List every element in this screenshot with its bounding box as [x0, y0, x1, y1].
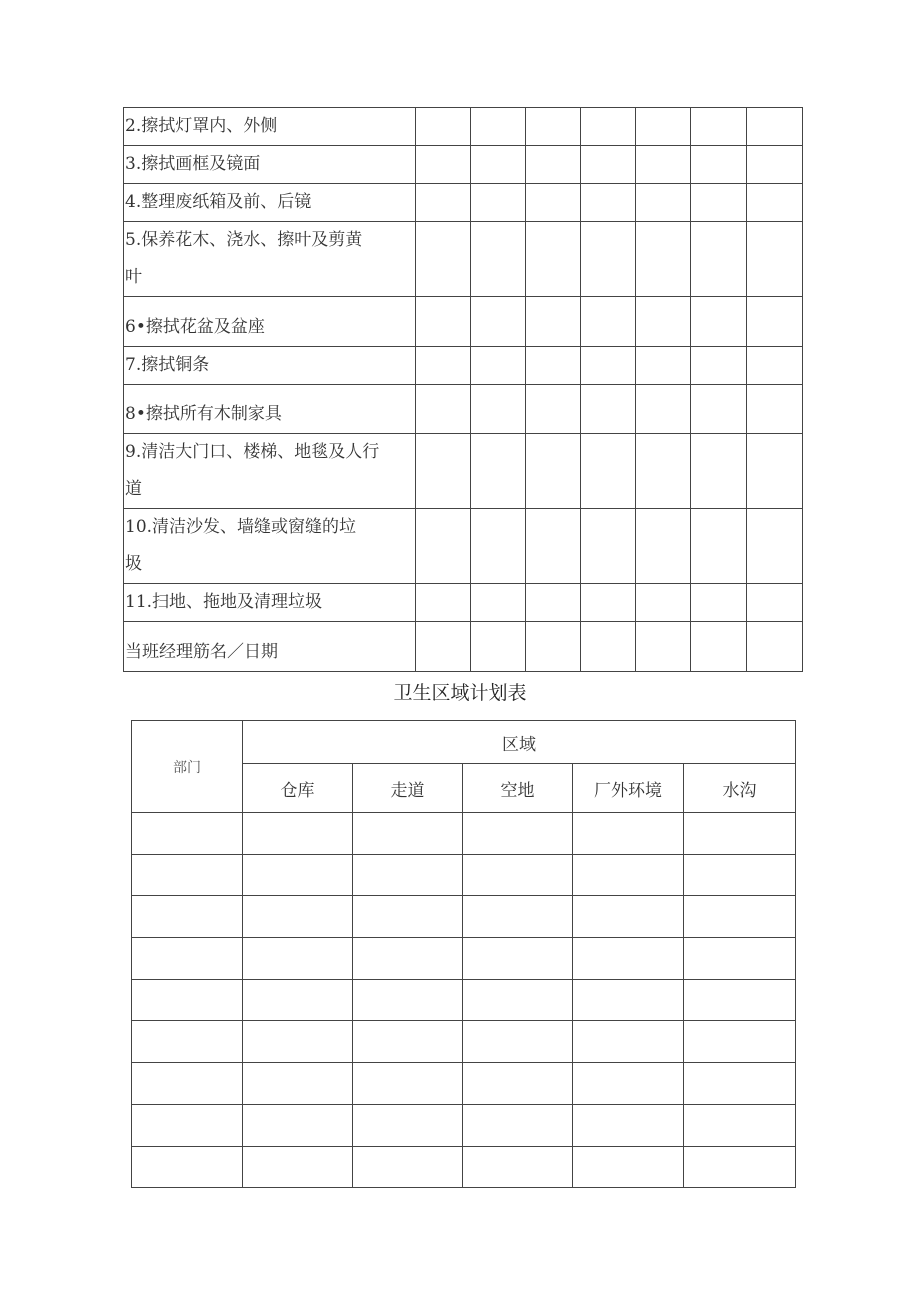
area-plan-table	[131, 720, 796, 1188]
area-cell[interactable]	[353, 854, 463, 896]
check-cell[interactable]	[471, 509, 526, 584]
check-cell[interactable]	[581, 108, 636, 146]
task-label-line: 6•擦拭花盆及盆座	[125, 317, 265, 337]
area-cell[interactable]	[684, 938, 796, 980]
check-cell[interactable]	[581, 622, 636, 672]
area-cell[interactable]	[573, 979, 684, 1021]
checklist-row	[124, 584, 803, 622]
check-cell[interactable]	[747, 297, 803, 347]
area-cell[interactable]	[463, 979, 573, 1021]
area-cell[interactable]	[573, 1104, 684, 1146]
checklist-row	[124, 509, 803, 584]
check-cell[interactable]	[416, 385, 471, 434]
area-cell[interactable]	[243, 1146, 353, 1188]
task-label	[124, 509, 416, 584]
task-label	[124, 184, 416, 222]
check-cell[interactable]	[471, 347, 526, 385]
checklist-row	[124, 146, 803, 184]
check-cell[interactable]	[636, 146, 691, 184]
check-cell[interactable]	[747, 385, 803, 434]
area-cell[interactable]	[463, 1146, 573, 1188]
check-cell[interactable]	[636, 222, 691, 297]
area-cell[interactable]	[463, 938, 573, 980]
checklist-row	[124, 222, 803, 297]
check-cell[interactable]	[636, 385, 691, 434]
check-cell[interactable]	[636, 509, 691, 584]
dept-cell[interactable]	[132, 1021, 243, 1063]
check-cell[interactable]	[691, 222, 747, 297]
task-label	[124, 434, 416, 509]
area-cell[interactable]	[463, 1063, 573, 1105]
check-cell[interactable]	[691, 385, 747, 434]
checklist-row	[124, 434, 803, 509]
check-cell[interactable]	[416, 347, 471, 385]
check-cell[interactable]	[416, 434, 471, 509]
check-cell[interactable]	[581, 347, 636, 385]
checklist-row	[124, 297, 803, 347]
check-cell[interactable]	[691, 184, 747, 222]
check-cell[interactable]	[416, 584, 471, 622]
dept-header: 部门	[132, 721, 243, 813]
check-cell[interactable]	[416, 509, 471, 584]
check-cell[interactable]	[581, 222, 636, 297]
check-cell[interactable]	[416, 184, 471, 222]
task-label-line: 圾	[125, 554, 142, 574]
area-cell[interactable]	[684, 854, 796, 896]
task-label-line: 2.擦拭灯罩内、外侧	[125, 116, 278, 136]
area-cell[interactable]	[243, 854, 353, 896]
task-label-line: 4.整理废纸箱及前、后镜	[125, 192, 312, 212]
check-cell[interactable]	[636, 622, 691, 672]
check-cell[interactable]	[747, 434, 803, 509]
dept-cell[interactable]	[132, 1146, 243, 1188]
area-cell[interactable]	[684, 1021, 796, 1063]
check-cell[interactable]	[691, 297, 747, 347]
check-cell[interactable]	[581, 184, 636, 222]
area-col-corridor: 走道	[353, 764, 463, 813]
check-cell[interactable]	[526, 385, 581, 434]
task-label	[124, 297, 416, 347]
check-cell[interactable]	[471, 146, 526, 184]
check-cell[interactable]	[526, 108, 581, 146]
check-cell[interactable]	[416, 297, 471, 347]
area-cell[interactable]	[463, 813, 573, 855]
task-label-line: 11.扫地、拖地及清理垃圾	[125, 592, 323, 612]
area-cell[interactable]	[243, 813, 353, 855]
area-row	[132, 1063, 796, 1105]
task-label-line: 5.保养花木、浇水、擦叶及剪黄	[125, 230, 363, 250]
dept-cell[interactable]	[132, 1104, 243, 1146]
check-cell[interactable]	[471, 385, 526, 434]
area-cell[interactable]	[573, 854, 684, 896]
area-cell[interactable]	[243, 979, 353, 1021]
check-cell[interactable]	[526, 584, 581, 622]
check-cell[interactable]	[416, 622, 471, 672]
dept-cell[interactable]	[132, 896, 243, 938]
area-col-open-space: 空地	[463, 764, 573, 813]
check-cell[interactable]	[691, 584, 747, 622]
area-col-outside: 厂外环境	[573, 764, 684, 813]
area-cell[interactable]	[573, 1146, 684, 1188]
dept-cell[interactable]	[132, 979, 243, 1021]
checklist-row	[124, 108, 803, 146]
task-label	[124, 108, 416, 146]
task-label-line: 道	[125, 479, 142, 499]
task-label	[124, 146, 416, 184]
area-cell[interactable]	[243, 1104, 353, 1146]
area-cell[interactable]	[463, 1104, 573, 1146]
area-header-row	[132, 721, 796, 764]
task-label-line: 当班经理筋名／日期	[125, 642, 278, 662]
dept-cell[interactable]	[132, 938, 243, 980]
area-cell[interactable]	[573, 1021, 684, 1063]
area-row	[132, 1021, 796, 1063]
area-cell[interactable]	[353, 1063, 463, 1105]
check-cell[interactable]	[636, 297, 691, 347]
area-row	[132, 813, 796, 855]
area-cell[interactable]	[573, 896, 684, 938]
check-cell[interactable]	[416, 108, 471, 146]
checklist-row	[124, 184, 803, 222]
check-cell[interactable]	[526, 222, 581, 297]
area-row	[132, 979, 796, 1021]
check-cell[interactable]	[526, 297, 581, 347]
area-plan-title: 卫生区域计划表	[393, 682, 527, 704]
area-cell[interactable]	[684, 1146, 796, 1188]
check-cell[interactable]	[471, 622, 526, 672]
area-cell[interactable]	[353, 896, 463, 938]
task-label-line: 叶	[125, 267, 142, 287]
task-label-line: 9.清洁大门口、楼梯、地毯及人行	[125, 442, 380, 462]
area-cell[interactable]	[243, 1063, 353, 1105]
check-cell[interactable]	[747, 584, 803, 622]
area-header: 区域	[243, 721, 796, 764]
check-cell[interactable]	[747, 146, 803, 184]
area-cell[interactable]	[353, 813, 463, 855]
task-label	[124, 347, 416, 385]
check-cell[interactable]	[581, 146, 636, 184]
check-cell[interactable]	[526, 434, 581, 509]
check-cell[interactable]	[471, 584, 526, 622]
area-cell[interactable]	[353, 938, 463, 980]
check-cell[interactable]	[471, 222, 526, 297]
area-row	[132, 896, 796, 938]
area-cell[interactable]	[684, 813, 796, 855]
check-cell[interactable]	[416, 146, 471, 184]
area-cell[interactable]	[573, 938, 684, 980]
area-cell[interactable]	[463, 1021, 573, 1063]
area-cell[interactable]	[573, 1063, 684, 1105]
checklist-row	[124, 622, 803, 672]
task-label	[124, 622, 416, 672]
check-cell[interactable]	[471, 434, 526, 509]
area-cell[interactable]	[243, 938, 353, 980]
area-row	[132, 854, 796, 896]
check-cell[interactable]	[526, 622, 581, 672]
check-cell[interactable]	[526, 146, 581, 184]
task-label	[124, 385, 416, 434]
check-cell[interactable]	[691, 347, 747, 385]
task-label-line: 8•擦拭所有木制家具	[125, 404, 282, 424]
check-cell[interactable]	[691, 434, 747, 509]
check-cell[interactable]	[581, 584, 636, 622]
check-cell[interactable]	[471, 184, 526, 222]
check-cell[interactable]	[691, 146, 747, 184]
check-cell[interactable]	[581, 434, 636, 509]
dept-cell[interactable]	[132, 1063, 243, 1105]
area-row	[132, 938, 796, 980]
check-cell[interactable]	[526, 184, 581, 222]
area-col-warehouse: 仓库	[243, 764, 353, 813]
area-row	[132, 1146, 796, 1188]
check-cell[interactable]	[581, 297, 636, 347]
task-label-line: 3.擦拭画框及镜面	[125, 154, 261, 174]
area-cell[interactable]	[353, 979, 463, 1021]
area-cell[interactable]	[243, 896, 353, 938]
dept-cell[interactable]	[132, 854, 243, 896]
check-cell[interactable]	[636, 434, 691, 509]
area-cell[interactable]	[684, 1104, 796, 1146]
task-label	[124, 222, 416, 297]
check-cell[interactable]	[747, 347, 803, 385]
area-row	[132, 1104, 796, 1146]
task-label-line: 7.擦拭铜条	[125, 355, 210, 375]
check-cell[interactable]	[471, 108, 526, 146]
checklist-row	[124, 347, 803, 385]
check-cell[interactable]	[747, 622, 803, 672]
check-cell[interactable]	[526, 509, 581, 584]
task-label-line: 10.清洁沙发、墙缝或窗缝的垃	[125, 517, 357, 537]
area-cell[interactable]	[353, 1146, 463, 1188]
area-cell[interactable]	[353, 1021, 463, 1063]
area-cell[interactable]	[684, 1063, 796, 1105]
check-cell[interactable]	[581, 509, 636, 584]
check-cell[interactable]	[747, 184, 803, 222]
task-label	[124, 584, 416, 622]
dept-cell[interactable]	[132, 813, 243, 855]
check-cell[interactable]	[691, 509, 747, 584]
cleaning-checklist-table	[123, 107, 803, 672]
check-cell[interactable]	[636, 347, 691, 385]
area-cell[interactable]	[463, 854, 573, 896]
check-cell[interactable]	[747, 108, 803, 146]
check-cell[interactable]	[471, 297, 526, 347]
area-col-ditch: 水沟	[684, 764, 796, 813]
area-cell[interactable]	[684, 979, 796, 1021]
area-cell[interactable]	[684, 896, 796, 938]
check-cell[interactable]	[747, 509, 803, 584]
check-cell[interactable]	[636, 108, 691, 146]
check-cell[interactable]	[636, 584, 691, 622]
check-cell[interactable]	[581, 385, 636, 434]
checklist-row	[124, 385, 803, 434]
area-cell[interactable]	[243, 1021, 353, 1063]
area-cell[interactable]	[463, 896, 573, 938]
check-cell[interactable]	[691, 108, 747, 146]
area-cell[interactable]	[353, 1104, 463, 1146]
check-cell[interactable]	[416, 222, 471, 297]
check-cell[interactable]	[636, 184, 691, 222]
check-cell[interactable]	[691, 622, 747, 672]
area-cell[interactable]	[573, 813, 684, 855]
check-cell[interactable]	[747, 222, 803, 297]
check-cell[interactable]	[526, 347, 581, 385]
